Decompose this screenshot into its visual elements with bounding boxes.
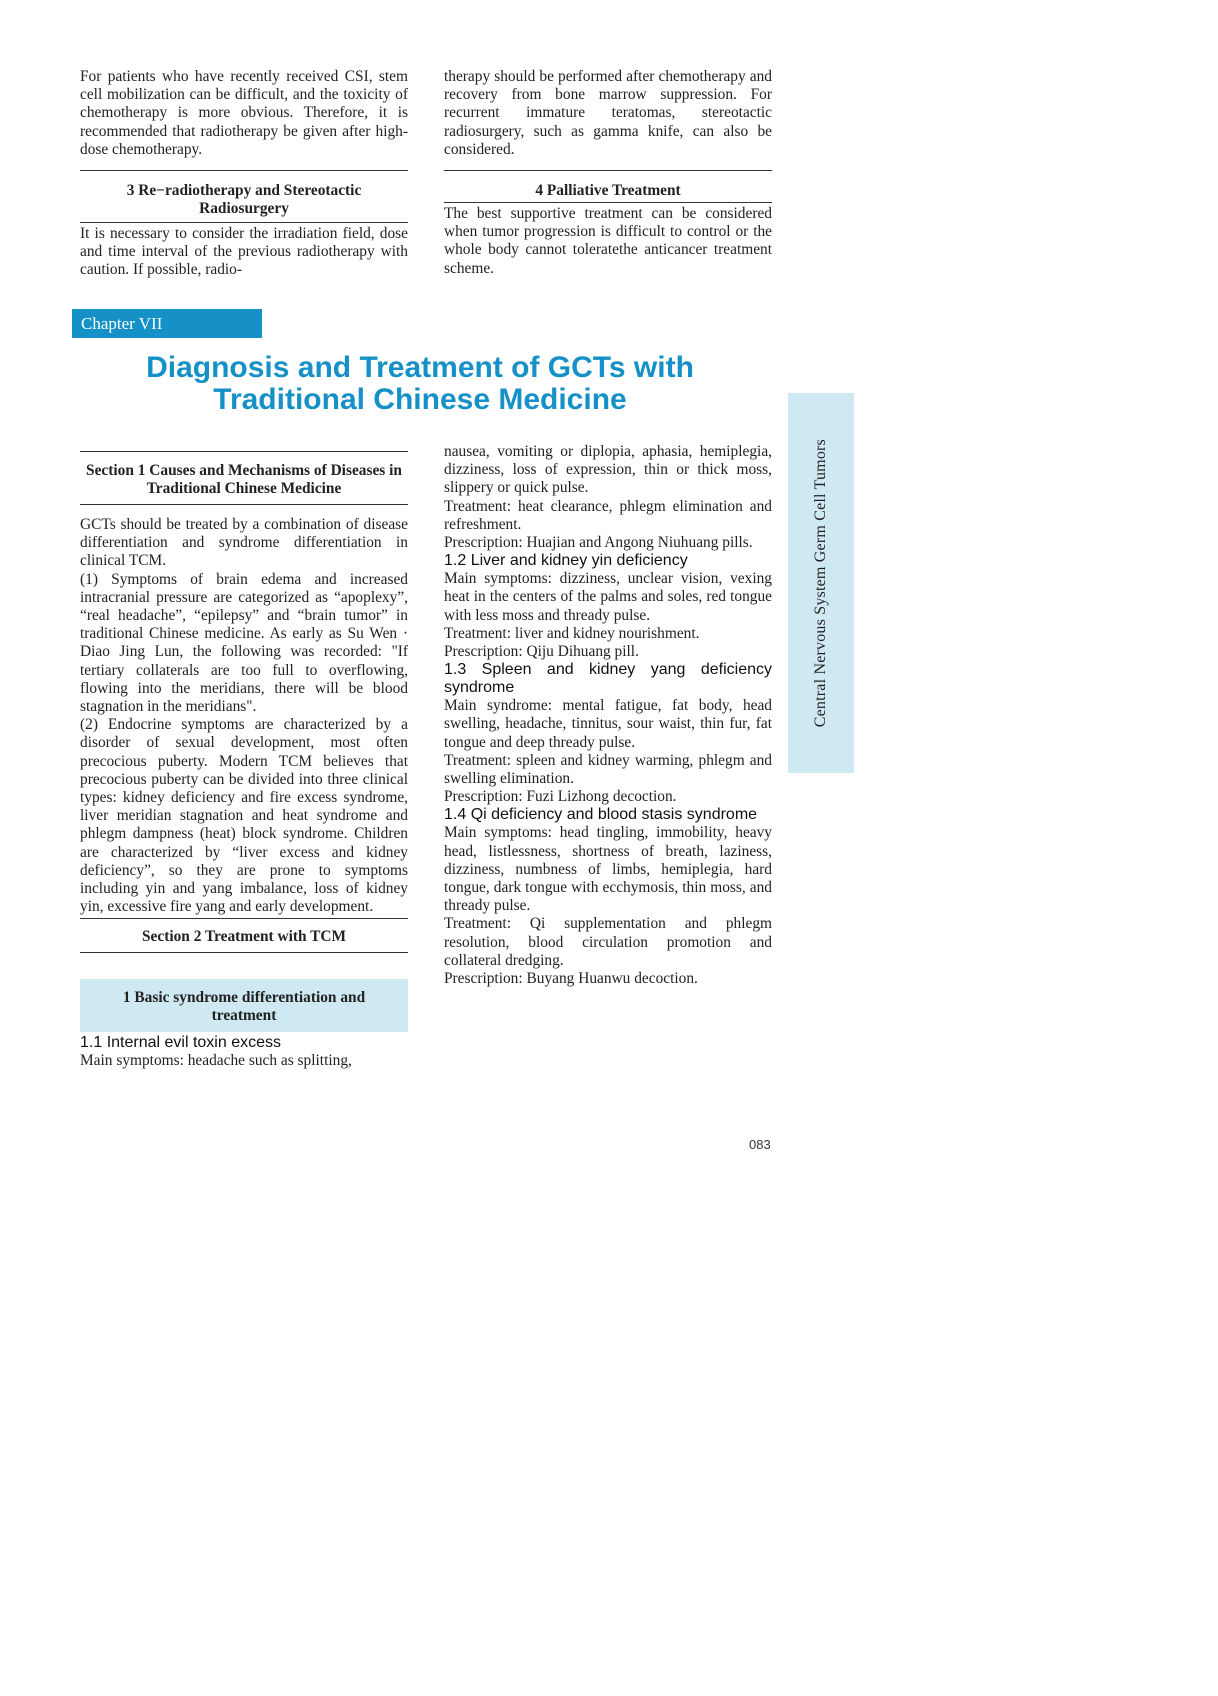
paragraph: Main symptoms: head tingling, immobility, heavy head, listlessness, shortness of breath, laziness, dizziness, numbness of limbs, hemiplegia, hard tongue, dark tongue with ecchymosis, thin moss, and thready pulse. (444, 824, 772, 915)
section-heading: 4 Palliative Treatment (444, 170, 772, 203)
section-heading: Section 1 Causes and Mechanisms of Diseases in Traditional Chinese Medicine (80, 451, 408, 505)
subheading: 1.4 Qi deficiency and blood stasis syndrome (444, 806, 758, 824)
paragraph: Prescription: Fuzi Lizhong decoction. (444, 788, 677, 806)
top-right-column (444, 68, 772, 278)
page-number: 083 (749, 1137, 771, 1152)
paragraph: (1) Symptoms of brain edema and increased intracranial pressure are categorized as “apoplexy”, “real headache”, “epilepsy” and “brain tumor” in traditional Chinese medicine. As early as Su Wen · Diao Jing Lun, the following was recorded: "If tertiary collaterals are too full to overflowing, flowing into the meridians, there will be blood stagnation in the meridians". (80, 570, 408, 716)
paragraph: nausea, vomiting or diplopia, aphasia, hemiplegia, dizziness, loss of expression, thin or thick moss, slippery or quick pulse. (444, 443, 772, 497)
paragraph: Prescription: Buyang Huanwu decoction. (444, 970, 698, 988)
paragraph: therapy should be performed after chemotherapy and recovery from bone marrow suppression. For recurrent immature teratomas, stereotactic radiosurgery, such as gamma knife, can also be considered. (444, 68, 772, 158)
section-heading: Section 2 Treatment with TCM (80, 918, 408, 953)
paragraph: Prescription: Huajian and Angong Niuhuang pills. (444, 534, 753, 552)
paragraph: Main symptoms: headache such as splitting, (80, 1052, 352, 1070)
paragraph: GCTs should be treated by a combination of disease differentiation and syndrome differentiation in clinical TCM. (80, 516, 408, 570)
paragraph: (2) Endocrine symptoms are characterized by a disorder of sexual development, most often precocious puberty. Modern TCM believes that precocious puberty can be divided into three clinical types: kidney deficiency and fire excess syndrome, liver meridian stagnation and heat syndrome and phlegm dampness (heat) block syndrome. Children are characterized by “liver excess and kidney deficiency”, so they are prone to symptoms including yin and yang imbalance, loss of kidney yin, excessive fire yang and early development. (80, 716, 408, 916)
top-left-column (80, 68, 408, 280)
paragraph: For patients who have recently received CSI, stem cell mobilization can be difficult, and the toxicity of chemotherapy is more obvious. Therefore, it is recommended that radiotherapy be given after high-dose chemotherapy. (80, 68, 408, 158)
subheading: 1.1 Internal evil toxin excess (80, 1034, 281, 1052)
paragraph: Treatment: Qi supplementation and phlegm resolution, blood circulation promotion and collateral dredging. (444, 915, 772, 969)
side-tab-label: Central Nervous System Germ Cell Tumors (812, 438, 829, 728)
paragraph: Treatment: liver and kidney nourishment. (444, 624, 700, 642)
subsection-box-heading: 1 Basic syndrome differentiation and treatment (80, 979, 408, 1032)
paragraph: Main symptoms: dizziness, unclear vision, vexing heat in the centers of the palms and soles, red tongue with less moss and thready pulse. (444, 570, 772, 624)
subheading: 1.3 Spleen and kidney yang deficiency syndrome (444, 661, 772, 697)
paragraph: Main syndrome: mental fatigue, fat body, head swelling, headache, tinnitus, sour waist, thin fur, fat tongue and deep thready pulse. (444, 697, 772, 751)
main-right-column (444, 443, 772, 988)
paragraph: Treatment: spleen and kidney warming, phlegm and swelling elimination. (444, 751, 772, 788)
side-tab (788, 393, 854, 773)
paragraph: Prescription: Qiju Dihuang pill. (444, 643, 639, 661)
paragraph: Treatment: heat clearance, phlegm elimination and refreshment. (444, 497, 772, 533)
chapter-title (80, 352, 760, 416)
section-heading: 3 Re−radiotherapy and Stereotactic Radiosurgery (80, 170, 408, 223)
paragraph: It is necessary to consider the irradiation field, dose and time interval of the previous radiotherapy with caution. If possible, radio- (80, 225, 408, 279)
subheading: 1.2 Liver and kidney yin deficiency (444, 552, 688, 570)
main-left-column (80, 451, 408, 1071)
chapter-title-line: Diagnosis and Treatment of GCTs with (146, 351, 694, 384)
paragraph: The best supportive treatment can be considered when tumor progression is difficult to control or the whole body cannot toleratethe anticancer treatment scheme. (444, 205, 772, 277)
chapter-label: Chapter VII (72, 309, 262, 338)
chapter-title-line: Traditional Chinese Medicine (213, 383, 627, 416)
